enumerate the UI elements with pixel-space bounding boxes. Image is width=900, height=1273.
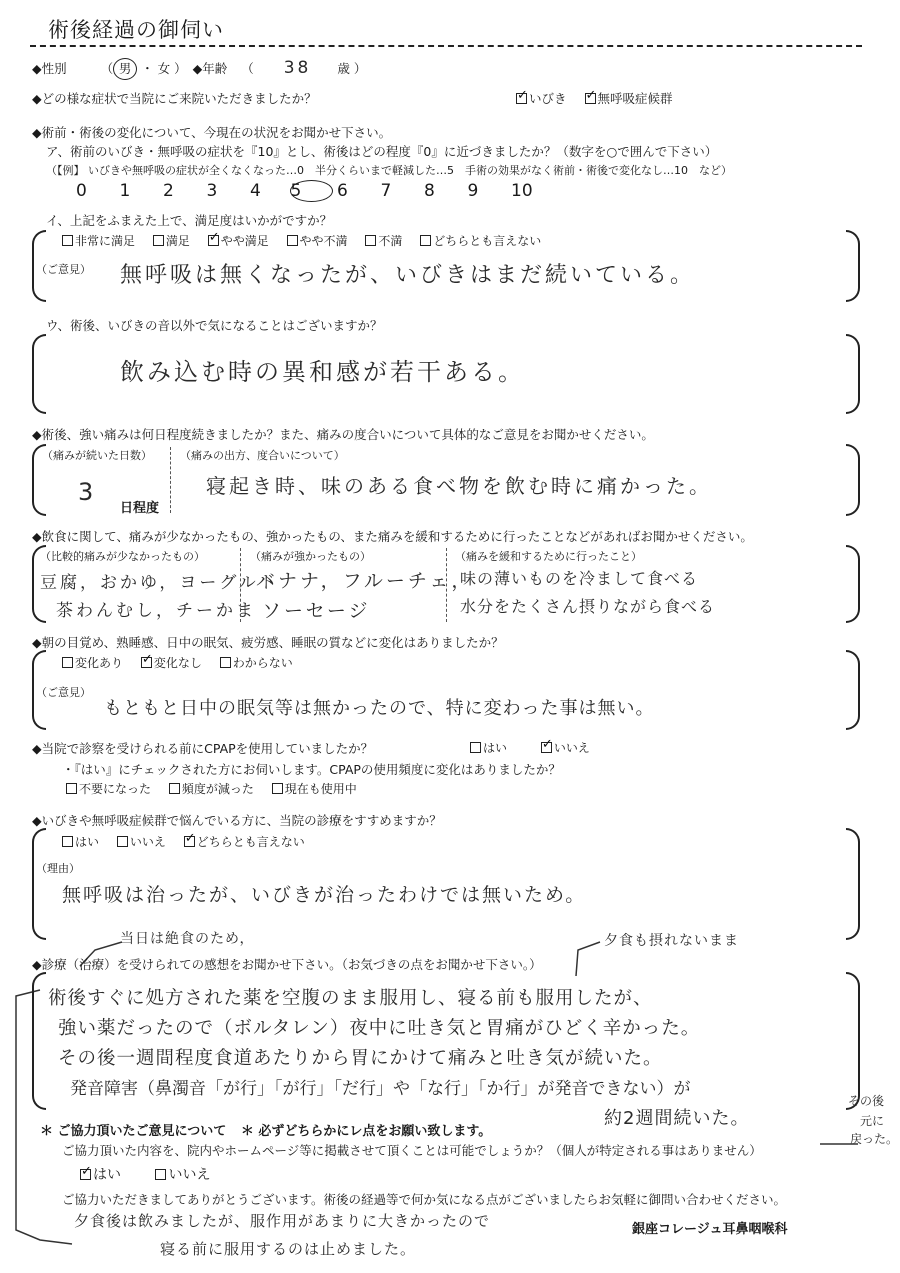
other-answer[interactable]: 飲み込む時の異和感が若干ある。 (120, 358, 525, 386)
cpap-follow-option-1: 頻度が減った (181, 782, 254, 796)
satisfaction-opinion-label: （ご意見） (36, 263, 91, 276)
cpap-follow-option-0: 不要になった (79, 782, 152, 796)
footer-thanks: ご協力いただきましてありがとうございます。術後の経過等で何か気になる点がございましたらお気軽に御問い合わせください。 (62, 1192, 787, 1207)
diet-question: ◆飲食に関して、痛みが少なかったもの、強かったもの、また痛みを緩和するために行ったことなどがあればお聞かせください。 (32, 529, 753, 544)
sex-female-option[interactable]: 女 (157, 61, 171, 76)
symptom-option-snoring: いびき (529, 91, 567, 106)
impression-side-note1[interactable]: その後 (848, 1094, 885, 1108)
age-open: （ (241, 61, 254, 76)
pain-detail-answer[interactable]: 寝起き時、味のある食べ物を飲む時に痛かった。 (206, 474, 712, 498)
recommend-option-no: いいえ (129, 835, 166, 849)
sat-option-dis: 不満 (378, 234, 403, 248)
diet-col3-label: （痛みを緩和するために行ったこと） (455, 550, 642, 563)
sex-label: ◆性別 (32, 61, 67, 76)
scale-3[interactable]: 3 (206, 181, 218, 201)
impression-side-note2[interactable]: 元に (860, 1114, 885, 1128)
cpap-option-no: いいえ (553, 741, 590, 755)
diet-col2-label: （痛みが強かったもの） (250, 550, 371, 563)
impression-question: ◆診療（治療）を受けられての感想をお聞かせ下さい。（お気づきの点をお聞かせ下さい。） (32, 957, 542, 972)
impression-line1[interactable]: 術後すぐに処方された薬を空腹のまま服用し、寝る前も服用したが、 (48, 988, 653, 1009)
sat-option-neither: どちらとも言えない (433, 234, 542, 248)
other-question: ウ、術後、いびきの音以外で気になることはございますか？ (46, 318, 383, 333)
impression-note-left[interactable]: 当日は絶食のため， (120, 931, 255, 947)
diet-col3-line2[interactable]: 水分をたくさん摂りながら食べる (460, 597, 716, 616)
impression-line5[interactable]: 約2週間続いた。 (604, 1108, 750, 1129)
sleep-question: ◆朝の目覚め、熟睡感、日中の眠気、疲労感、睡眠の質などに変化はありましたか？ (32, 635, 504, 650)
sat-option-very: 非常に満足 (75, 234, 136, 248)
cpap-follow: ・『はい』にチェックされた方にお伺いします。CPAPの使用頻度に変化はありましたか？ (62, 762, 561, 777)
sex-open: （ (100, 61, 114, 76)
sat-option-somewhat: やや満足 (220, 234, 269, 248)
age-value[interactable]: 38 (283, 58, 312, 78)
sleep-option-nochange: 変化なし (153, 656, 202, 670)
sleep-option-unknown: わからない (232, 656, 293, 670)
footer-publish-options (80, 1164, 224, 1184)
recommend-reason-label: （理由） (36, 862, 80, 875)
publish-checkbox-yes[interactable] (80, 1169, 91, 1180)
symptom-question: ◆どの様な症状で当院にご来院いただきましたか？ (32, 91, 317, 106)
pain-question: ◆術後、強い痛みは何日程度続きましたか？また、痛みの度合いについて具体的なご意見をお聞かせください。 (32, 427, 654, 442)
cpap-follow-option-2: 現在も使用中 (284, 782, 357, 796)
sleep-option-changed: 変化あり (75, 656, 124, 670)
diet-col1-line2[interactable]: 茶わんむし，チーかま (56, 601, 256, 621)
clinic-name: 銀座コレージュ耳鼻咽喉科 (632, 1222, 788, 1237)
age-unit: 歳 (337, 61, 350, 76)
change-sub-a: ア、術前のいびき・無呼吸の症状を『10』とし、術後はどの程度『0』に近づきましたか？（数字を○で囲んで下さい） (46, 144, 718, 159)
impression-bracket-left (32, 972, 46, 1110)
recommend-question: ◆いびきや無呼吸症候群で悩んでいる方に、当院の診療をすすめますか？ (32, 813, 442, 828)
sex-male-option[interactable]: 男 (113, 58, 137, 80)
footer-publish-question: ご協力頂いた内容を、院内やホームページ等に掲載させて頂くことは可能でしょうか？（個人が特定される事はありません） (62, 1143, 762, 1158)
page-title: 術後経過の御伺い (48, 18, 224, 42)
pain-days-unit: 日程度 (120, 501, 160, 516)
pain-detail-label: （痛みの出方、度合いについて） (180, 449, 345, 462)
change-example: （【例】 いびきや無呼吸の症状が全くなくなった…0 半分くらいまで軽減した…5 手術の効果がなく術前・術後で変化なし…10 など） (46, 164, 732, 177)
diet-col3-line1[interactable]: 味の薄いものを冷まして食べる (460, 569, 699, 588)
satisfaction-question: イ、上記をふまえた上で、満足度はいかがですか？ (46, 213, 333, 228)
footer-bottom-note1[interactable]: 夕食後は飲みましたが、服作用があまりに大きかったので (74, 1212, 491, 1230)
diet-col1-line1[interactable]: 豆腐，おかゆ，ヨーグルト (40, 573, 279, 593)
pain-days-value[interactable]: 3 (78, 478, 97, 506)
scale-0[interactable]: 0 (76, 181, 87, 201)
scale-1[interactable]: 1 (119, 181, 131, 201)
impression-bracket-right (846, 972, 860, 1110)
scale-4[interactable]: 4 (250, 181, 261, 201)
impression-line4[interactable]: 発音障害（鼻濁音「が行」「が行」「だ行」や「な行」「か行」が発音できない）が (70, 1079, 691, 1099)
scale-5-selected: 5 (290, 180, 334, 202)
cpap-question: ◆当院で診察を受けられる前にCPAPを使用していましたか？ (32, 741, 374, 756)
sleep-opinion-label: （ご意見） (36, 686, 91, 699)
arrow-note-right (576, 942, 600, 976)
scale-9[interactable]: 9 (467, 181, 479, 201)
scale-6[interactable]: 6 (337, 181, 348, 201)
scale-2[interactable]: 2 (163, 181, 174, 201)
footer-request-bold: ＊ 必ずどちらかにレ点をお願い致します。 (240, 1124, 492, 1139)
recommend-option-neither: どちらとも言えない (196, 835, 305, 849)
impression-note-right[interactable]: 夕食も摂れないまま (604, 933, 739, 949)
impression-side-note3[interactable]: 戻った。 (850, 1132, 899, 1146)
sleep-answer[interactable]: もともと日中の眠気等は無かったので、特に変わった事は無い。 (104, 698, 655, 719)
cpap-option-yes: はい (483, 741, 508, 755)
age-close: ） (353, 61, 367, 76)
sex-dot: ・ (141, 61, 154, 76)
diet-col2-line1[interactable]: バナナ，フルーチェ， (256, 570, 474, 592)
pain-days-label: （痛みが続いた日数） (42, 449, 152, 462)
scale-7[interactable]: 7 (380, 181, 392, 201)
change-question: ◆術前・術後の変化について、今現在の状況をお聞かせ下さい。 (32, 125, 392, 140)
impression-line3[interactable]: その後一週間程度食道あたりから胃にかけて痛みと吐き気が続いた。 (58, 1048, 663, 1069)
publish-option-yes: はい (93, 1167, 121, 1183)
publish-option-no: いいえ (168, 1167, 211, 1183)
sex-close: ） (174, 61, 187, 76)
recommend-option-yes: はい (75, 835, 100, 849)
footer-bottom-note2[interactable]: 寝る前に服用するのは止めました。 (160, 1240, 417, 1258)
scale-10[interactable]: 10 (511, 181, 533, 201)
impression-line2[interactable]: 強い薬だったので（ボルタレン）夜中に吐き気と胃痛がひどく辛かった。 (58, 1018, 701, 1039)
footer-request (40, 1120, 491, 1139)
sat-option-satisfied: 満足 (165, 234, 190, 248)
diet-col1-label: （比較的痛みが少なかったもの） (40, 550, 205, 563)
publish-checkbox-no[interactable] (155, 1169, 166, 1180)
satisfaction-answer[interactable]: 無呼吸は無くなったが、いびきはまだ続いている。 (120, 263, 696, 288)
scale-8[interactable]: 8 (424, 181, 435, 201)
recommend-reason-answer[interactable]: 無呼吸は治ったが、いびきが治ったわけでは無いため。 (62, 884, 587, 906)
diet-col2-line2[interactable]: ソーセージ (262, 600, 371, 622)
symptom-option-apnea: 無呼吸症候群 (597, 91, 673, 106)
age-label: ◆年齢 (192, 61, 228, 76)
sat-option-somewhat-dis: やや不満 (299, 234, 348, 248)
footer-request-text: ＊ ご協力頂いたご意見について (40, 1124, 227, 1139)
